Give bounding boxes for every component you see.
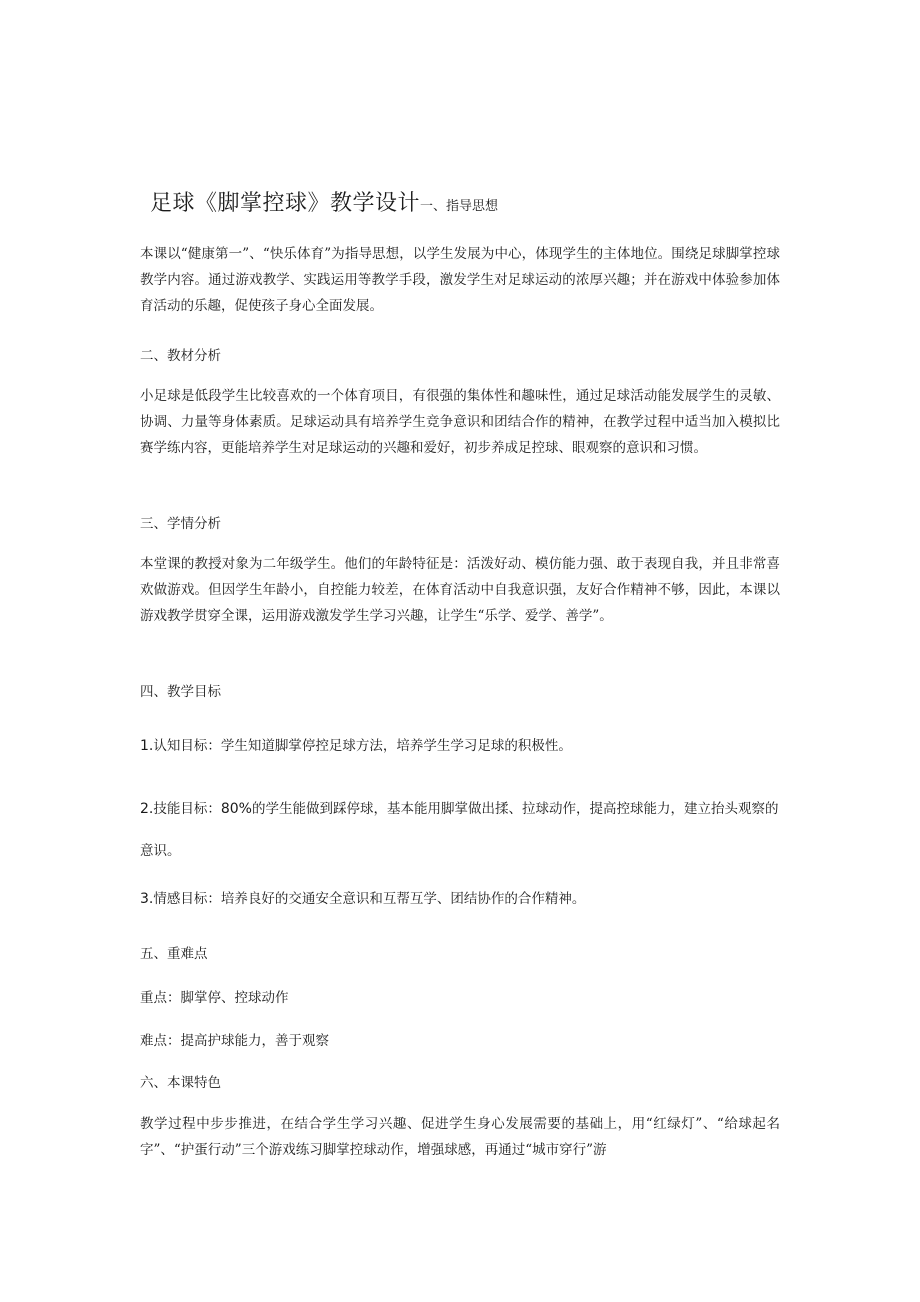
goal-skill: [140, 788, 780, 872]
goal-percent: 80%: [220, 801, 252, 817]
document-title: [150, 186, 498, 217]
goal-label: 技能目标：: [153, 801, 221, 817]
goal-number: 3.: [140, 891, 154, 907]
section6-heading: 六、本课特色: [140, 1075, 221, 1091]
section1-body: 本课以“健康第一”、“快乐体育”为指导思想，以学生发展为中心，体现学生的主体地位。围绕足球脚掌控球教学内容。通过游戏教学、实践运用等教学手段，激发学生对足球运动的浓厚兴趣；并在游戏中体验参加体育活动的乐趣，促使孩子身心全面发展。: [140, 246, 780, 314]
title-section-heading: 一、指导思想: [420, 199, 499, 214]
section2-heading: 二、教材分析: [140, 348, 221, 364]
section3-heading: 三、学情分析: [140, 516, 221, 532]
goal-cognitive: [140, 733, 780, 759]
goal-text: 的学生能做到踩停球，基本能用脚掌做出揉、拉球动作，提高控球能力，建立抬头观察的意识。: [140, 801, 779, 859]
title-main: 足球《脚掌控球》教学设计: [150, 191, 421, 216]
goal-affective: [140, 886, 780, 912]
section2-body: 小足球是低段学生比较喜欢的一个体育项目，有很强的集体性和趣味性，通过足球活动能发展学生的灵敏、协调、力量等身体素质。足球运动具有培养学生竞争意识和团结合作的精神，在教学过程中适当加入模拟比赛学练内容，更能培养学生对足球运动的兴趣和爱好，初步养成足控球、眼观察的意识和习惯。: [140, 388, 780, 456]
section6-body: 教学过程中步步推进，在结合学生学习兴趣、促进学生身心发展需要的基础上，用“红绿灯”、“给球起名字”、“护蛋行动”三个游戏练习脚掌控球动作，增强球感，再通过“城市穿行”游: [140, 1116, 780, 1158]
difficulty-point: 难点：提高护球能力，善于观察: [140, 1033, 329, 1049]
goal-text: 情感目标：培养良好的交通安全意识和互帮互学、团结协作的合作精神。: [153, 891, 586, 907]
section5-heading: 五、重难点: [140, 946, 208, 962]
section4-heading: 四、教学目标: [140, 684, 221, 700]
goal-number: 1.: [140, 738, 154, 754]
key-point: 重点：脚掌停、控球动作: [140, 990, 289, 1006]
goal-number: 2.: [140, 801, 154, 817]
goal-text: 认知目标：学生知道脚掌停控足球方法，培养学生学习足球的积极性。: [153, 738, 572, 754]
section3-body: 本堂课的教授对象为二年级学生。他们的年龄特征是：活泼好动、模仿能力强、敢于表现自我，并且非常喜欢做游戏。但因学生年龄小，自控能力较差，在体育活动中自我意识强，友好合作精神不够，因此，本课以游戏教学贯穿全课，运用游戏激发学生学习兴趣，让学生“乐学、爱学、善学”。: [140, 556, 780, 624]
